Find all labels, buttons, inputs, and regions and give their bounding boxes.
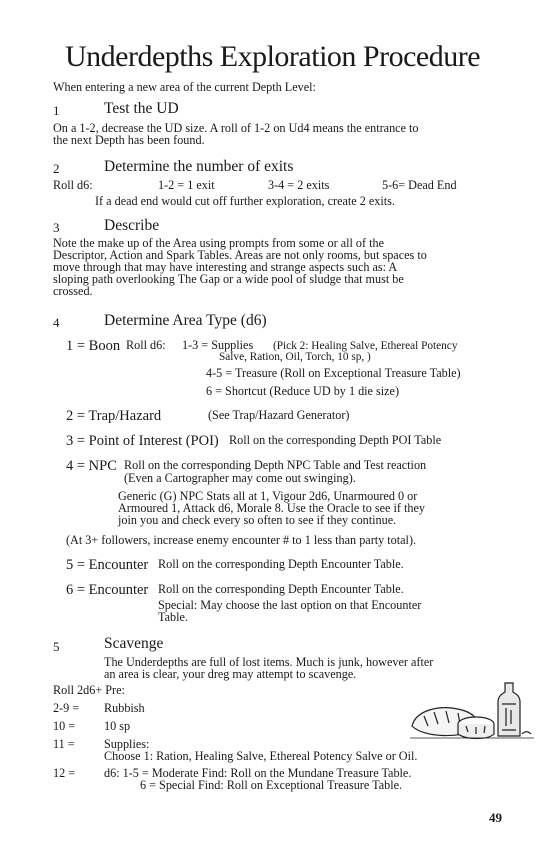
exits-option: 5-6= Dead End — [382, 178, 457, 192]
section-5-heading: Scavenge — [104, 635, 164, 652]
section-3-line: crossed. — [53, 284, 93, 298]
exits-option: 1-2 = 1 exit — [158, 178, 215, 192]
section-4-heading: Determine Area Type (d6) — [104, 312, 267, 329]
bread-cheese-bottle-illustration — [410, 680, 535, 742]
npc-line: join you and check every so often to see if they continue. — [118, 513, 397, 527]
npc-line: (Even a Cartographer may come out swinging). — [124, 471, 356, 485]
section-3-number: 3 — [53, 220, 60, 235]
npc-text: Roll on the corresponding Depth NPC Table and Test reaction — [124, 458, 427, 472]
section-1-heading: Test the UD — [104, 100, 179, 117]
followers-note: (At 3+ followers, increase enemy encounter # to 1 less than party total). — [66, 533, 417, 547]
npc-line: Generic (G) NPC Stats all at 1, Vigour 2d6, Unarmoured 0 or — [118, 489, 418, 503]
scavenge-row-key: 12 = — [53, 766, 76, 780]
npc-line: Armoured 1, Attack d6, Morale 8. Use the Oracle to see if they — [118, 501, 425, 515]
area-type-trap-label: 2 = Trap/Hazard — [66, 408, 162, 424]
boon-roll-label: Roll d6: — [126, 338, 166, 352]
section-4-number: 4 — [53, 315, 60, 330]
encounter-special-line: Special: May choose the last option on that Encounter — [158, 598, 422, 612]
boon-supplies-note: (Pick 2: Healing Salve, Ethereal Potency — [273, 340, 458, 352]
scavenge-row-value: Choose 1: Ration, Healing Salve, Ethereal Potency Salve or Oil. — [104, 749, 418, 763]
section-3-line: Descriptor, Action and Spark Tables. Areas are not only rooms, but spaces to — [53, 248, 427, 262]
section-5-line: The Underdepths are full of lost items. Much is junk, however after — [104, 655, 434, 669]
scavenge-row-value: 6 = Special Find: Roll on Exceptional Treasure Table. — [140, 778, 403, 792]
area-type-boon-label: 1 = Boon — [66, 338, 121, 354]
poi-text: Roll on the corresponding Depth POI Table — [229, 433, 442, 447]
section-3-line: sloping path overlooking The Gap or a wide pool of sludge that must be — [53, 272, 404, 286]
scavenge-roll-label: Roll 2d6+ Pre: — [53, 683, 125, 697]
area-type-npc-label: 4 = NPC — [66, 458, 117, 474]
boon-result-shortcut: 6 = Shortcut (Reduce UD by 1 die size) — [206, 384, 400, 398]
encounter-text: Roll on the corresponding Depth Encounter Table. — [158, 582, 404, 596]
scavenge-row-key: 11 = — [53, 737, 75, 751]
boon-result-supplies: 1-3 = Supplies — [182, 338, 254, 352]
section-3-heading: Describe — [104, 217, 160, 234]
exits-roll-label: Roll d6: — [53, 178, 93, 192]
area-type-encounter-label: 5 = Encounter — [66, 557, 149, 573]
scavenge-row-value: Rubbish — [104, 701, 145, 715]
section-1-number: 1 — [53, 103, 60, 118]
trap-text: (See Trap/Hazard Generator) — [208, 408, 350, 422]
encounter-special-line: Table. — [158, 610, 188, 624]
section-3-line: Note the make up of the Area using prompts from some or all of the — [53, 236, 385, 250]
encounter-text: Roll on the corresponding Depth Encounter Table. — [158, 557, 404, 571]
scavenge-row-value: 10 sp — [104, 719, 131, 733]
scavenge-row-value: Supplies: — [104, 737, 150, 751]
section-5-number: 5 — [53, 639, 60, 654]
section-2-number: 2 — [53, 161, 60, 176]
scavenge-row-key: 2-9 = — [53, 701, 80, 715]
page-title: Underdepths Exploration Procedure — [64, 40, 481, 73]
section-5-line: an area is clear, your dreg may attempt to scavenge. — [104, 667, 357, 681]
section-3-line: move through that may have interesting and strange aspects such as: A — [53, 260, 398, 274]
area-type-encounter-special-label: 6 = Encounter — [66, 582, 149, 598]
section-1-line: the next Depth has been found. — [53, 133, 205, 147]
page-number: 49 — [489, 810, 502, 825]
exits-option: 3-4 = 2 exits — [268, 178, 330, 192]
dead-end-note: If a dead end would cut off further exploration, create 2 exits. — [95, 194, 395, 208]
intro-text: When entering a new area of the current Depth Level: — [53, 80, 316, 94]
section-2-heading: Determine the number of exits — [104, 158, 294, 175]
scavenge-row-key: 10 = — [53, 719, 76, 733]
scavenge-row-value: d6: 1-5 = Moderate Find: Roll on the Mundane Treasure Table. — [104, 766, 412, 780]
area-type-poi-label: 3 = Point of Interest (POI) — [66, 433, 219, 449]
boon-supplies-note: Salve, Ration, Oil, Torch, 10 sp, ) — [219, 351, 371, 363]
section-1-line: On a 1-2, decrease the UD size. A roll of 1-2 on Ud4 means the entrance to — [53, 121, 419, 135]
boon-result-treasure: 4-5 = Treasure (Roll on Exceptional Treasure Table) — [206, 366, 461, 380]
